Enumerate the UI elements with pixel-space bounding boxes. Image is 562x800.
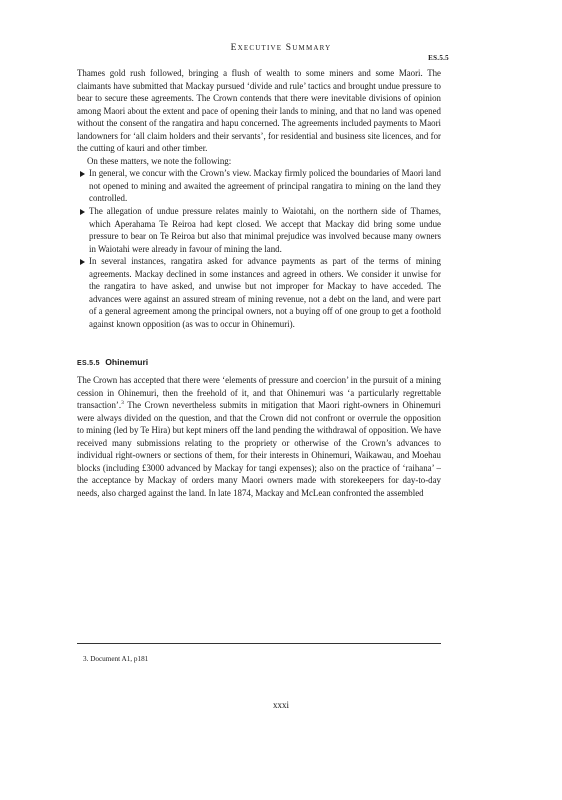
footnote-marker[interactable]: 3 <box>121 400 124 407</box>
finding-text: In general, we concur with the Crown’s view. Mackay firmly policed the boundaries of Maori land not opened to mining and awaited the agreement of principal rangatira to mining on the land they controlled. <box>89 168 441 204</box>
triangle-bullet-icon <box>80 209 85 215</box>
finding-item <box>77 255 441 330</box>
running-head: Executive Summary <box>230 43 332 53</box>
section-title: Ohinemuri <box>105 357 149 368</box>
triangle-bullet-icon <box>80 259 85 265</box>
footnote-divider <box>77 643 441 644</box>
section-tag: ES.5.5 <box>428 54 449 62</box>
section-heading <box>77 356 441 371</box>
lead-in-paragraph: On these matters, we note the following: <box>87 155 232 166</box>
finding-text: The allegation of undue pressure relates mainly to Waiotahi, on the northern side of Thames, which Aperahama Te Reiroa had kept closed. We accept that Mackay did bring some undue pressure to bear on Te Reiroa but also that minimal prejudice was involved because many owners in Waiotahi were already in favour of mining the land. <box>89 206 441 254</box>
opening-paragraph: Thames gold rush followed, bringing a flush of wealth to some miners and some Maori. The claimants have submitted that Mackay pursued ‘divide and rule’ tactics and brought undue pressure to bear to secure these agreements. The Crown contends that there were inevitable divisions of opinion among Maori about the extent and pace of opening their lands to mining, and that no land was opened without the consent of the rangatira and hapu concerned. The agreements included payments to Maori landowners for ‘all claim holders and their servants’, for residential and business site licences, and for the cutting of kauri and other timber. <box>77 68 441 154</box>
section-paragraph-part1: The Crown has accepted that there were ‘elements of pressure and coercion’ in the pursuit of a mining cession in Ohinemuri, then the freehold of it, and that Ohinemuri was ‘a particularly regrettable transaction’. <box>77 375 441 411</box>
footnote: 3. Document A1, p181 <box>83 655 149 663</box>
section-paragraph-part2: The Crown nevertheless submits in mitigation that Maori right-owners in Ohinemuri were always divided on the question, and that the Crown did not confront or overrule the opposition to mining (led by Te Hira) but kept miners off the land pending the withdrawal of opposition. We have received many submissions relating to the propriety or otherwise of the Crown’s advances to individual right-owners or sections of them, for their interests in Ohinemuri, Waikawau, and Moehau blocks (including £3000 advanced by Mackay for tangi expenses); also on the practice of ‘raihana’ – the acceptance by Mackay of orders many Maori owners made with storekeepers for day-to-day needs, also charged against the land. In late 1874, Mackay and McLean confronted the assembled <box>77 400 441 498</box>
triangle-bullet-icon <box>80 171 85 177</box>
section-number: ES.5.5 <box>77 360 100 368</box>
page-number: xxxi <box>272 700 289 710</box>
finding-text: In several instances, rangatira asked for advance payments as part of the terms of mining agreements. Mackay declined in some instances and agreed in others. We consider it unwise for the rangatira to have asked, and unwise but not improper for Mackay to have acceded. The advances were against an assured stream of mining revenue, not a debt on the land, and were part of a general agreement among the principal owners, not a buying off of one group to get a foothold against known opposition (as was to occur in Ohinemuri). <box>89 256 441 329</box>
body-text <box>77 67 441 500</box>
finding-item <box>77 167 441 205</box>
findings-list <box>77 167 441 330</box>
finding-item <box>77 205 441 255</box>
section-paragraph <box>77 374 441 499</box>
